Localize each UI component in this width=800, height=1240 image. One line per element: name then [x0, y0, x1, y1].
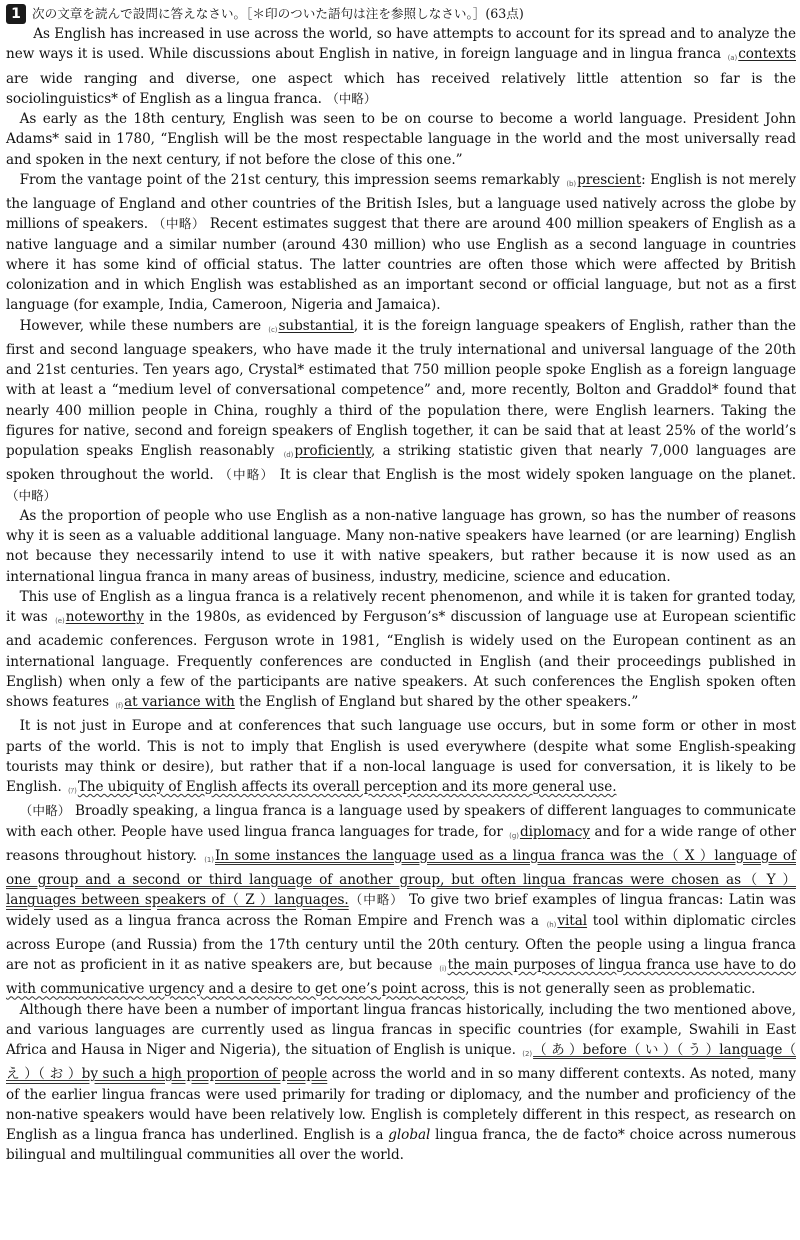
- label-d: (d): [283, 451, 294, 459]
- underline-e: noteworthy: [65, 609, 144, 625]
- underline-d: proficiently: [294, 443, 371, 459]
- underline-g: diplomacy: [519, 823, 591, 840]
- omission-mark: （中略）: [348, 892, 404, 908]
- label-a: (a): [727, 54, 738, 63]
- omission-mark: （中略）: [6, 487, 57, 503]
- label-ro: (ｱ): [68, 787, 77, 795]
- label-f: (f): [115, 702, 124, 710]
- label-2: (2): [522, 1050, 533, 1058]
- paragraph-1: As English has increased in use across the world, so have attempts to account for its spread and to analyze the new ways it is used. While discussions about English in native, in foreign language and in lingua franca (a)contexts are wide ranging and diverse, one aspect which has received relatively little attention so far is the sociolinguistics* of English as a lingua franca. （中略）: [6, 26, 796, 107]
- label-e: (e): [55, 617, 65, 625]
- underline-f: at variance with: [124, 694, 235, 710]
- label-c: (c): [268, 325, 278, 334]
- question-instruction: 次の文章を読んで設問に答えなさい。［＊印のついた語句は注を参照しなさい。］(63点): [32, 5, 524, 21]
- italic-global: global: [388, 1127, 431, 1143]
- omission-mark: （中略）: [152, 216, 206, 232]
- label-b: (b): [566, 179, 577, 188]
- paragraph-8: （中略） Broadly speaking, a lingua franca is a language used by speakers of different languages to communicate with each other. People have used lingua franca languages for trade, for (g)diplomacy and for a wide range of other reasons throughout history. (1)In some instances the language used as a lingua franca was the（ X ）language of one group and a second or third language of another group, but often lingua francas were chosen as（ Y ）languages between speakers of（ Z ）languages.（中略） To give two brief examples of lingua francas: Latin was widely used as a lingua franca across the Roman Empire and French was a (h)vital tool within diplomatic circles across Europe (and Russia) from the 17th century until the 20th century. Often the people using a lingua franca are not as proficient in it as native speakers are, but because (i)the main purposes of lingua franca use have to do with communicative urgency and a desire to get one’s point across, this is not generally seen as problematic.: [6, 803, 796, 998]
- omission-mark: （中略）: [19, 803, 71, 819]
- double-underline-2: （ あ ）before（ い ）（ う ）language（ え ）（ お ）by such a high proportion of people: [6, 1042, 796, 1083]
- paragraph-7: It is not just in Europe and at conferences that such language use occurs, but in some form or other in most parts of the world. This is not to imply that English is used everywhere (despite what some English-speaking tourists may think or desire), but rather that if a non-local language is used for conversation, it is likely to be English. (ｱ)The ubiquity of English affects its overall perception and its more general use.: [6, 718, 796, 795]
- wavy-underline-i: the main purposes of lingua franca use have to do with communicative urgency and a desire to get one’s point across: [6, 957, 796, 998]
- double-underline-1: In some instances the language used as a lingua franca was the（ X ）language of one group and a second or third language of another group, but often lingua francas were chosen as（ Y ）languages between speakers of（ Z ）languages.: [6, 847, 796, 909]
- label-1: (1): [204, 855, 214, 864]
- question-number-badge: 1: [6, 4, 26, 24]
- label-g: (g): [509, 831, 519, 840]
- exam-page: [6, 4, 796, 1166]
- question-header: [6, 4, 796, 24]
- paragraph-4: However, while these numbers are (c)substantial, it is the foreign language speakers of English, rather than the first and second language speakers, who have made it the truly international and universal language of the 20th and 21st centuries. Ten years ago, Crystal* estimated that 750 million people spoke English as a foreign language with at least a “medium level of conversational competence” and, more recently, Bolton and Graddol* found that nearly 400 million people in China, roughly a third of the population there, were English learners. Taking the figures for native, second and foreign speakers of English together, it can be said that at least 25% of the world’s population speaks English reasonably (d)proficiently, a striking statistic given that nearly 7,000 languages are spoken throughout the world. （中略） It is clear that English is the most widely spoken language on the planet. （中略）: [6, 317, 796, 503]
- paragraph-3: From the vantage point of the 21st century, this impression seems remarkably (b)prescient: English is not merely the language of England and other countries of the British Isles, but a language used natively across the globe by millions of speakers. （中略） Recent estimates suggest that there are around 400 million speakers of English as a native language and a similar number (around 430 million) who use English as a second language in countries where it has some kind of official status. The latter countries are often those which were affected by British colonization and in which English was established as an important second or official language, but not as a first language (for example, India, Cameroon, Nigeria and Jamaica).: [6, 171, 796, 314]
- underline-b: prescient: [577, 171, 642, 188]
- underline-h: vital: [557, 912, 588, 929]
- omission-mark: （中略）: [219, 467, 275, 483]
- paragraph-2: As early as the 18th century, English was seen to be on course to become a world language. President John Adams* said in 1780, “English will be the most respectable language in the world and the most universally read and spoken in the next century, if not before the close of this one.”: [6, 111, 796, 168]
- label-h: (h): [546, 920, 557, 929]
- label-i: (i): [439, 965, 447, 973]
- paragraph-6: This use of English as a lingua franca is a relatively recent phenomenon, and while it is taken for granted today, it was (e)noteworthy in the 1980s, as evidenced by Ferguson’s* discussion of language use at European scientific and academic conferences. Ferguson wrote in 1981, “English is widely used on the European continent as an international language. Frequently conferences are conducted in English (and their proceedings published in English) when only a few of the participants are native speakers. At such conferences the English spoken often shows features (f)at variance with the English of England but shared by the other speakers.”: [6, 588, 796, 710]
- paragraph-5: As the proportion of people who use English as a non-native language has grown, so has the number of reasons why it is seen as a valuable additional language. Many non-native speakers have learned (or are learning) English not because they necessarily intend to use it with native speakers, but rather because it is now used as an international lingua franca in many areas of business, industry, medicine, science and education.: [6, 507, 796, 585]
- omission-mark: （中略）: [326, 90, 377, 106]
- wavy-underline-ro: The ubiquity of English affects its overall perception and its more general use.: [77, 779, 617, 795]
- underline-c: substantial: [278, 317, 354, 334]
- underline-a: contexts: [738, 46, 796, 63]
- paragraph-9: Although there have been a number of important lingua francas historically, including the two mentioned above, and various languages are currently used as lingua francas in specific countries (for example, Swahili in East Africa and Hausa in Niger and Nigeria), the situation of English is unique. (2)（ あ ）before（ い ）（ う ）language（ え ）（ お ）by such a high proportion of people across the world and in so many different contexts. As noted, many of the earlier lingua francas were used primarily for trading or diplomacy, and the number and proficiency of the non-native speakers would have been relatively low. English is completely different in this respect, as research on English as a lingua franca has underlined. English is a global lingua franca, the de facto* choice across numerous bilingual and multilingual communities all over the world.: [6, 1001, 796, 1164]
